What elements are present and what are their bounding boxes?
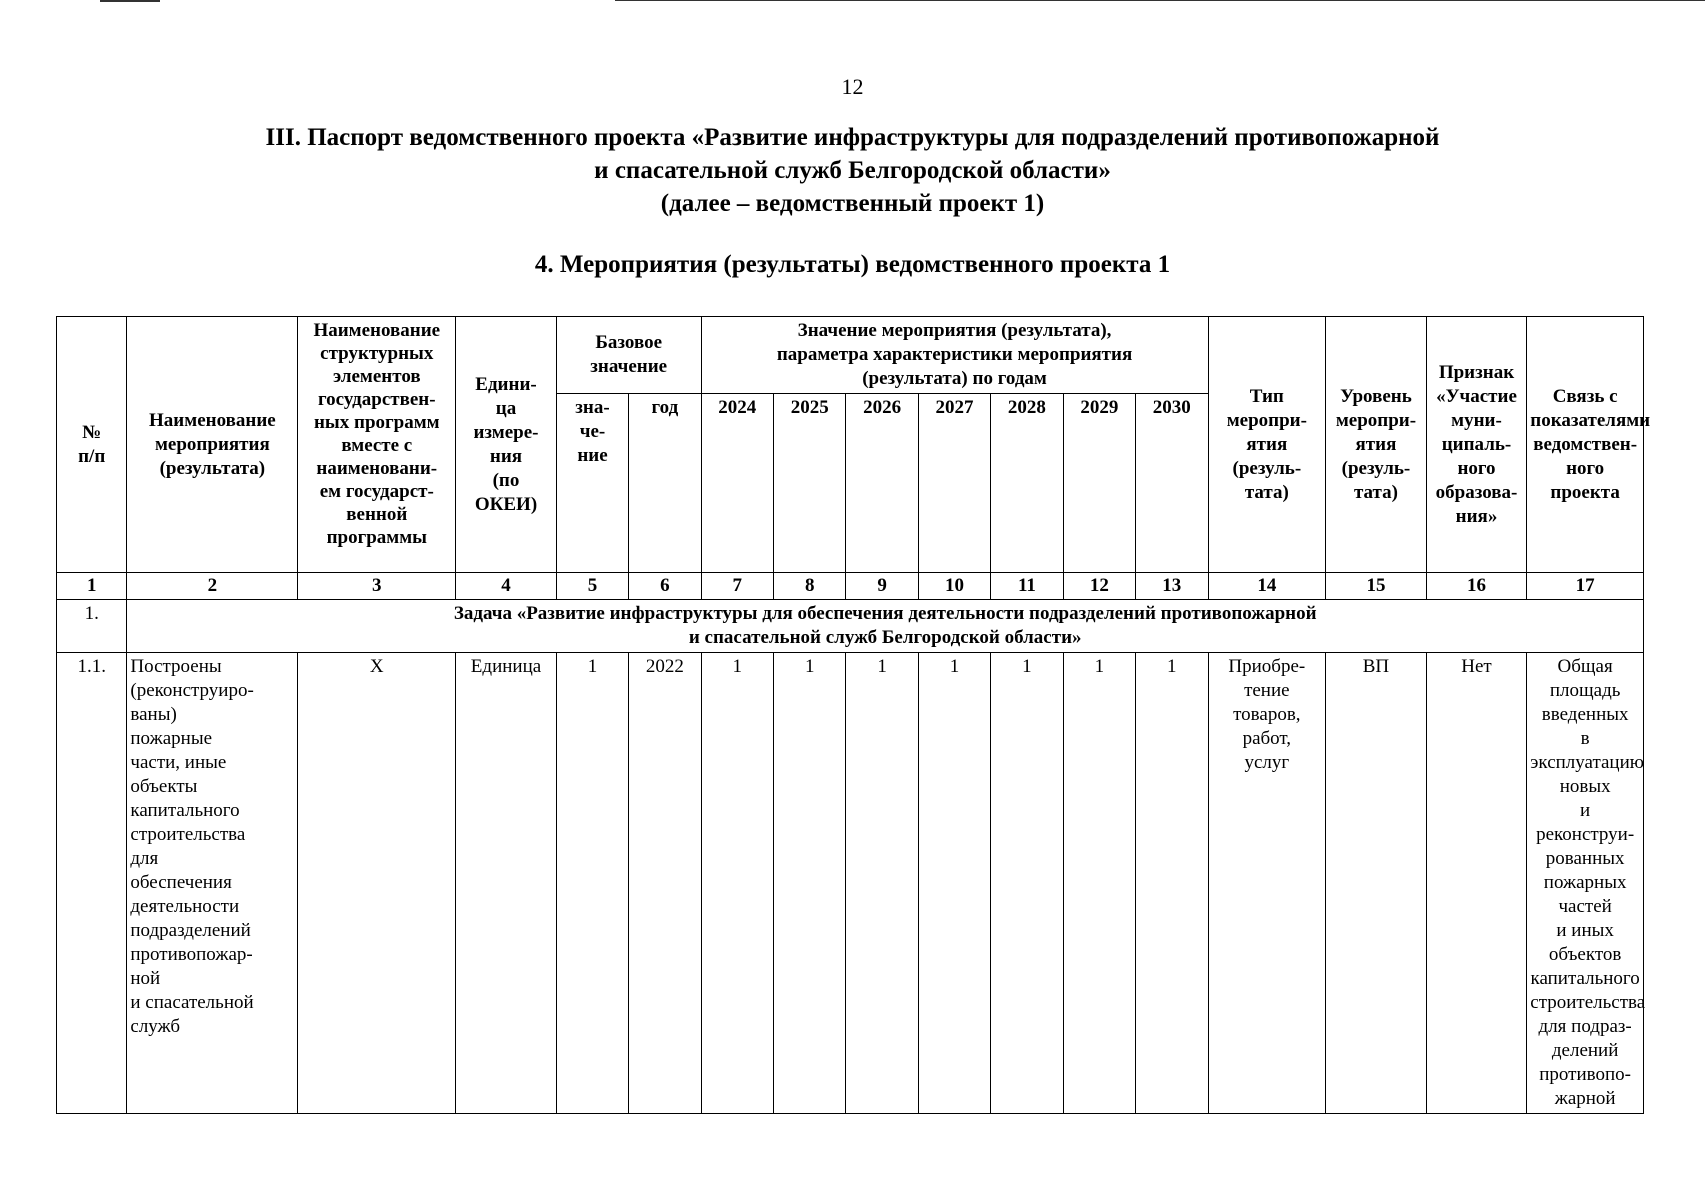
row-structural-element: Х (298, 653, 456, 1114)
header-year-2024: 2024 (701, 394, 773, 573)
scan-edge-mark-right (615, 0, 1705, 1)
column-number: 2 (127, 573, 298, 600)
row-activity-level: ВП (1326, 653, 1427, 1114)
row-value-2024: 1 (701, 653, 773, 1114)
column-number: 12 (1063, 573, 1135, 600)
column-number: 1 (57, 573, 127, 600)
header-year-2027: 2027 (918, 394, 990, 573)
header-base-value: Базовое значение (556, 317, 701, 394)
column-number: 11 (991, 573, 1063, 600)
column-number: 3 (298, 573, 456, 600)
column-number: 6 (629, 573, 701, 600)
header-activity-level: Уровень меропри- ятия (резуль- тата) (1326, 317, 1427, 573)
column-number: 17 (1527, 573, 1644, 600)
column-number: 4 (456, 573, 557, 600)
row-base-year: 2022 (629, 653, 701, 1114)
header-values-by-year: Значение мероприятия (результата), параметра характеристики мероприятия (результата) по годам (701, 317, 1208, 394)
activities-table (56, 316, 1651, 1114)
row-activity-name: Построены (реконструиро- ваны) пожарные части, иные объекты капитального строительства для обеспечения деятельности подразделений противопожар- ной и спасательной служб (127, 653, 298, 1114)
header-year-2028: 2028 (991, 394, 1063, 573)
header-year-2026: 2026 (846, 394, 918, 573)
row-unit: Единица (456, 653, 557, 1114)
row-value-2030: 1 (1136, 653, 1208, 1114)
row-value-2027: 1 (918, 653, 990, 1114)
column-number: 13 (1136, 573, 1208, 600)
header-row-1 (57, 317, 1644, 394)
header-activity-name: Наименование мероприятия (результата) (127, 317, 298, 573)
section-title: 4. Мероприятия (результаты) ведомственного проекта 1 (534, 251, 1171, 278)
column-number: 15 (1326, 573, 1427, 600)
column-number: 8 (774, 573, 846, 600)
column-number: 16 (1426, 573, 1527, 600)
project-title-line-2: и спасательной служб Белгородской области» (594, 157, 1111, 184)
column-number: 14 (1208, 573, 1326, 600)
column-number-row (57, 573, 1644, 600)
project-title-line-1: III. Паспорт ведомственного проекта «Развитие инфраструктуры для подразделений противопожарной (265, 124, 1440, 151)
header-unit: Едини- ца измере- ния (по ОКЕИ) (456, 317, 557, 573)
column-number: 7 (701, 573, 773, 600)
row-municipal-participation: Нет (1426, 653, 1527, 1114)
table-row (57, 653, 1644, 1114)
task-text: Задача «Развитие инфраструктуры для обеспечения деятельности подразделений противопожарной и спасательной служб Белгородской области» (127, 600, 1644, 653)
header-year-2030: 2030 (1136, 394, 1208, 573)
row-activity-type: Приобре- тение товаров, работ, услуг (1208, 653, 1326, 1114)
task-row (57, 600, 1644, 653)
header-indicator-link: Связь с показателями ведомствен- ного проекта (1527, 317, 1644, 573)
header-base-value-year: год (629, 394, 701, 573)
task-number: 1. (57, 600, 127, 653)
row-value-2028: 1 (991, 653, 1063, 1114)
header-year-2025: 2025 (774, 394, 846, 573)
header-base-value-value: зна- че- ние (556, 394, 628, 573)
project-title (0, 121, 1705, 220)
column-number: 5 (556, 573, 628, 600)
header-number: № п/п (57, 317, 127, 573)
row-indicator-link: Общая площадь введенных в эксплуатацию новых и реконструи- рованных пожарных частей и иных объектов капитального строительства для подраз- делений противопо- жарной (1527, 653, 1644, 1114)
row-value-2029: 1 (1063, 653, 1135, 1114)
scan-edge-mark-left (100, 0, 160, 2)
row-value-2026: 1 (846, 653, 918, 1114)
project-title-line-3: (далее – ведомственный проект 1) (660, 190, 1045, 217)
row-value-2025: 1 (774, 653, 846, 1114)
header-structural-elements: Наименование структурных элементов государствен- ных программ вместе с наименовани- ем государст- венной программы (298, 317, 456, 573)
column-number: 10 (918, 573, 990, 600)
header-activity-type: Тип меропри- ятия (резуль- тата) (1208, 317, 1326, 573)
row-number: 1.1. (57, 653, 127, 1114)
row-base-value: 1 (556, 653, 628, 1114)
header-year-2029: 2029 (1063, 394, 1135, 573)
column-number: 9 (846, 573, 918, 600)
header-municipal-participation: Признак «Участие муни- ципаль- ного образова- ния» (1426, 317, 1527, 573)
page-number: 12 (841, 74, 864, 99)
